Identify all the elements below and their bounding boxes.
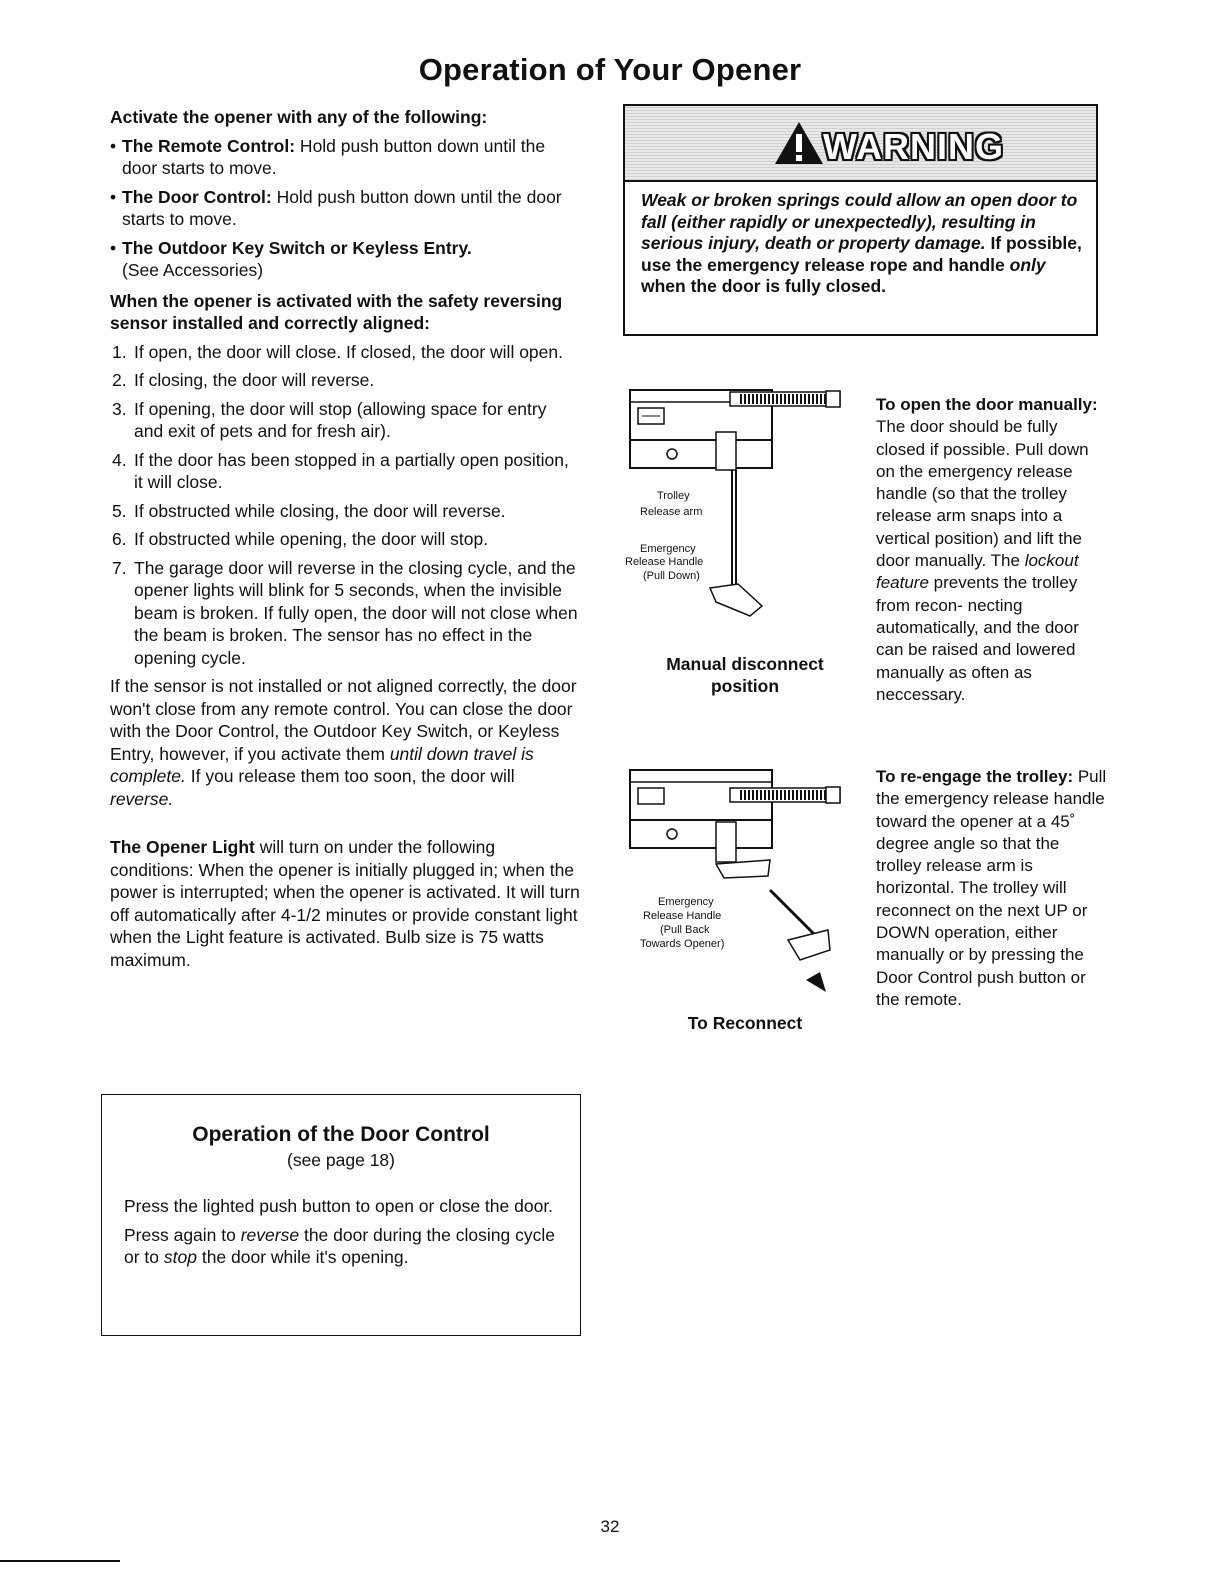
- step-item: 6. If obstructed while opening, the door will stop.: [112, 529, 489, 549]
- sensor-steps: [110, 341, 580, 670]
- step-item: 3. If opening, the door will stop (allowing space for entry and exit of pets and for fresh air).: [112, 398, 547, 441]
- reengage-text: To re-engage the trolley: Pull the emergency release handle toward the opener at a 45˚ degree angle so that the trolley release arm is horizontal. The trolley will reconnect on the next UP or DOWN operation, either manually or by pressing the Door Control push button or the remote.: [876, 767, 1107, 1009]
- label-pull-down: (Pull Down): [643, 570, 700, 582]
- manual-disconnect-illustration: [620, 380, 860, 630]
- step-item: 4. If the door has been stopped in a partially open position, it will close.: [112, 449, 569, 492]
- door-control-subtitle: (see page 18): [287, 1150, 395, 1170]
- sensor-not-installed-paragraph: If the sensor is not installed or not aligned correctly, the door won't close from any remote control. You can close the door with the Door Control, the Outdoor Key Switch, or Keyless Entry, however, if you activate them until down travel is complete. If you release them too soon, the door will reverse.: [110, 676, 577, 809]
- label-trolley: Trolley: [657, 490, 690, 502]
- warning-text: Weak or broken springs could allow an open door to fall (either rapidly or unexpectedly), resulting in serious injury, death or property damage. If possible, use the emergency release rope and handle only when the door is fully closed.: [641, 190, 1082, 296]
- reconnect-illustration: [620, 760, 860, 1000]
- bullet-key-switch-text: (See Accessories): [122, 260, 264, 280]
- bullet-door-control-bold: The Door Control:: [122, 186, 272, 207]
- door-control-box: [101, 1094, 581, 1336]
- door-control-p1: Press the lighted push button to open or close the door.: [124, 1196, 554, 1216]
- label-release-handle-2: Release Handle: [643, 910, 722, 922]
- bullet-remote-bold: The Remote Control:: [122, 135, 296, 156]
- warning-triangle-icon: [773, 120, 825, 166]
- warning-word: WARNING: [823, 126, 1004, 167]
- bullet-remote-text: Hold push button down until the door starts to move.: [122, 135, 546, 178]
- sensor-heading: When the opener is activated with the safety reversing sensor installed and correctly aligned:: [110, 290, 563, 333]
- bullet-door-control: • The Door Control: Hold push button down until the door starts to move.: [110, 186, 562, 229]
- door-control-p2: Press again to reverse the door during the closing cycle or to stop the door while it's opening.: [124, 1224, 555, 1267]
- caption-to-reconnect: To Reconnect: [687, 1013, 803, 1033]
- label-pull-back: (Pull Back: [660, 924, 710, 936]
- label-emergency: Emergency: [640, 543, 696, 555]
- label-emergency-2: Emergency: [658, 896, 714, 908]
- opener-light-paragraph: The Opener Light will turn on under the following conditions: When the opener is initially plugged in; when the power is interrupted; when the opener is activated. It will turn off automatically after 4-1/2 minutes or provide constant light when the Light feature is activated. Bulb size is 75 watts maximum.: [110, 837, 580, 970]
- label-release-arm: Release arm: [640, 506, 703, 518]
- warning-box: [623, 104, 1098, 336]
- label-release-handle: Release Handle: [625, 556, 704, 568]
- bullet-remote: • The Remote Control: Hold push button down until the door starts to move.: [110, 135, 546, 178]
- step-item: 5. If obstructed while closing, the door will reverse.: [112, 500, 506, 521]
- activate-heading: Activate the opener with any of the following:: [110, 107, 488, 127]
- bullet-door-control-text: Hold push button down until the door starts to move.: [122, 186, 562, 229]
- bullet-key-switch-bold: The Outdoor Key Switch or Keyless Entry.: [122, 237, 472, 258]
- label-towards-opener: Towards Opener): [640, 938, 725, 950]
- door-control-title: Operation of the Door Control: [192, 1123, 490, 1146]
- door-control-body: [124, 1195, 564, 1275]
- bullet-key-switch: • The Outdoor Key Switch or Keyless Entry. (See Accessories): [110, 237, 472, 280]
- step-item: 2. If closing, the door will reverse.: [112, 370, 375, 390]
- step-item: 7. The garage door will reverse in the closing cycle, and the opener lights will blink for 5 seconds, when the invisible beam is broken. If fully open, the door will not close when the beam is broken. The sensor has no effect in the opening cycle.: [112, 557, 578, 668]
- manual-open-text: To open the door manually: The door should be fully closed if possible. Pull down on the emergency release handle (so that the trolley release arm snaps into a vertical position) and lift the door manually. The lockout feature prevents the trolley from recon- necting automatically, and the door can be raised and lowered manually as often as neccessary.: [876, 395, 1098, 704]
- left-column: [110, 106, 580, 977]
- caption-manual-disconnect: Manual disconnect position: [666, 654, 824, 696]
- page-title: Operation of Your Opener: [418, 52, 802, 87]
- warning-band: [625, 106, 1096, 182]
- footer-rule: [0, 1560, 120, 1562]
- page-number: 32: [600, 1517, 620, 1536]
- step-item: 1. If open, the door will close. If closed, the door will open.: [112, 341, 563, 362]
